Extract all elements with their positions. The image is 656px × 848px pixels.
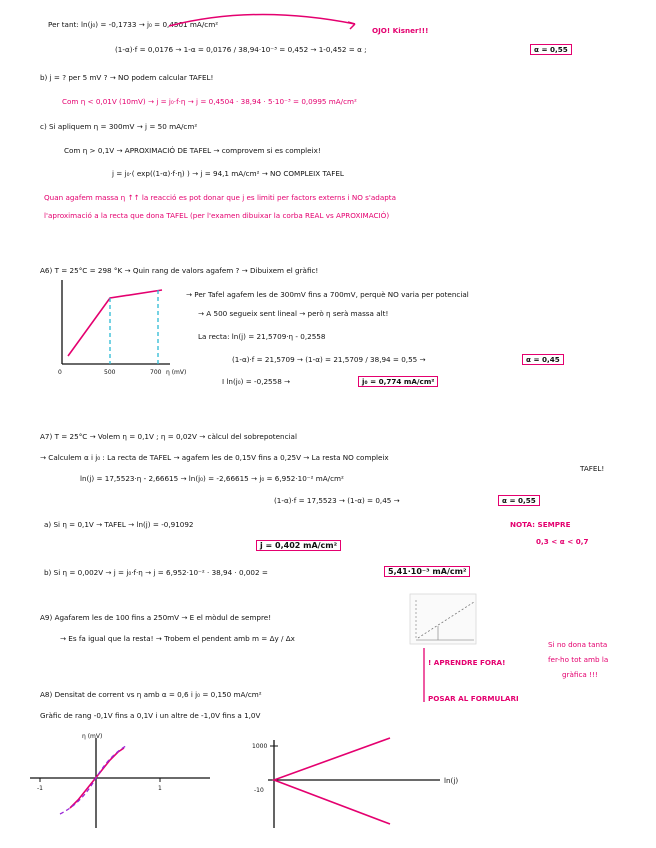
a9-note-formulari: POSAR AL FORMULARI xyxy=(428,694,519,703)
a7-line-b: b) Si η = 0,002V → j = j₀·f·η → j = 6,952·10⁻² · 38,94 · 0,002 = xyxy=(44,568,268,577)
note-ojo: OJO! Kisner!!! xyxy=(372,26,429,35)
a7-line-4: (1-α)·f = 17,5523 → (1-α) = 0,45 → xyxy=(274,496,400,505)
graph-a8-left xyxy=(20,728,220,838)
a7-nota-range: 0,3 < α < 0,7 xyxy=(536,537,589,546)
a8-line-1: A8) Densitat de corrent vs η amb α = 0,6 i j₀ = 0,150 mA/cm² xyxy=(40,690,262,699)
a6-line-1: A6) T = 25°C = 298 °K → Quin rang de valors agafem ? → Dibuixem el gràfic! xyxy=(40,266,319,275)
line-6: Com η > 0,1V → APROXIMACIÓ DE TAFEL → comprovem si es compleix! xyxy=(64,146,321,155)
a9-note-aprendre: ! APRENDRE FORA! xyxy=(428,658,506,667)
graph-a8-right-y-max: 1000 xyxy=(252,743,268,750)
graph-a8-right-x-label: ln(j) xyxy=(444,776,459,785)
graph-a6-x-label: η (mV) xyxy=(166,369,187,376)
graph-a8-right xyxy=(250,728,450,838)
result-alpha-1: α = 0,55 xyxy=(530,44,572,55)
result-alpha-a6: α = 0,45 xyxy=(522,354,564,365)
a8-line-2: Gràfic de rang -0,1V fins a 0,1V i un altre de -1,0V fins a 1,0V xyxy=(40,711,261,720)
line-5: c) Si apliquem η = 300mV → j = 50 mA/cm² xyxy=(40,122,198,131)
graph-a8-left-x-max: 1 xyxy=(158,785,162,792)
a9-note-r2: fer-ho tot amb la xyxy=(548,655,609,664)
a7-line-2: → Calculem α i j₀ : La recta de TAFEL → agafem les de 0,15V fins a 0,25V → La resta NO compleix xyxy=(40,453,389,462)
a7-line-a: a) Si η = 0,1V → TAFEL → ln(j) = -0,91092 xyxy=(44,520,194,529)
a7-line-1: A7) T = 25°C → Volem η = 0,1V ; η = 0,02V → càlcul del sobrepotencial xyxy=(40,432,297,441)
graph-a8-left-y-label: η (mV) xyxy=(82,733,103,740)
a9-sketch xyxy=(398,590,484,652)
line-8: Quan agafem massa η ↑↑ la reacció es pot donar que j es limiti per factors externs i NO s'adapta xyxy=(44,193,397,202)
a7-line-2-tail: TAFEL! xyxy=(580,464,605,473)
line-4: Com η < 0,01V (10mV) → j = j₀·f·η → j = 0,4504 · 38,94 · 5·10⁻³ = 0,0995 mA/cm² xyxy=(62,97,357,106)
graph-a6 xyxy=(50,276,180,376)
graph-a6-tick-1: 0 xyxy=(58,369,62,376)
a9-line-2: → Es fa igual que la resta! → Trobem el pendent amb m = Δy / Δx xyxy=(60,634,295,643)
graph-a8-left-x-min: -1 xyxy=(37,785,43,792)
a6-line-4: La recta: ln(j) = 21,5709·η - 0,2558 xyxy=(198,332,326,341)
line-1: Per tant: ln(j₀) = -0,1733 → j₀ = 0,4501 mA/cm² xyxy=(48,20,219,29)
line-7: j = j₀·( exp((1-α)·f·η) ) → j = 94,1 mA/cm² → NO COMPLEIX TAFEL xyxy=(112,169,344,178)
line-9: l'aproximació a la recta que dona TAFEL (per l'examen dibuixar la corba REAL vs APROXIMACIÓ) xyxy=(44,211,390,220)
graph-a6-tick-3: 700 xyxy=(150,369,162,376)
a7-line-3: ln(j) = 17,5523·η - 2,66615 → ln(j₀) = -2,66615 → j₀ = 6,952·10⁻² mA/cm² xyxy=(80,474,344,483)
a6-line-6: I ln(j₀) = -0,2558 → xyxy=(222,377,291,386)
a9-note-r1: Si no dona tanta xyxy=(548,640,608,649)
result-j0-a6: j₀ = 0,774 mA/cm² xyxy=(358,376,438,387)
result-j-a7a: j = 0,402 mA/cm² xyxy=(256,540,341,551)
a7-nota: NOTA: SEMPRE xyxy=(510,520,571,529)
a6-line-3: → A 500 segueix sent lineal → però η serà massa alt! xyxy=(198,309,389,318)
result-alpha-a7: α = 0,55 xyxy=(498,495,540,506)
a9-note-r3: gràfica !!! xyxy=(562,670,598,679)
graph-a6-tick-2: 500 xyxy=(104,369,116,376)
result-j-a7b: 5,41·10⁻³ mA/cm² xyxy=(384,566,470,577)
a9-line-1: A9) Agafarem les de 100 fins a 250mV → E el mòdul de sempre! xyxy=(40,613,272,622)
graph-a8-right-y-min: -10 xyxy=(254,787,264,794)
line-2: (1-α)·f = 0,0176 → 1-α = 0,0176 / 38,94·10⁻³ = 0,452 → 1-0,452 = α ; xyxy=(115,45,367,54)
a6-line-5: (1-α)·f = 21,5709 → (1-α) = 21,5709 / 38,94 = 0,55 → xyxy=(232,355,426,364)
line-3: b) j = ? per 5 mV ? → NO podem calcular TAFEL! xyxy=(40,73,214,82)
arrow-curve xyxy=(165,8,365,32)
a6-line-2: → Per Tafel agafem les de 300mV fins a 700mV, perquè NO varia per potencial xyxy=(186,290,469,299)
